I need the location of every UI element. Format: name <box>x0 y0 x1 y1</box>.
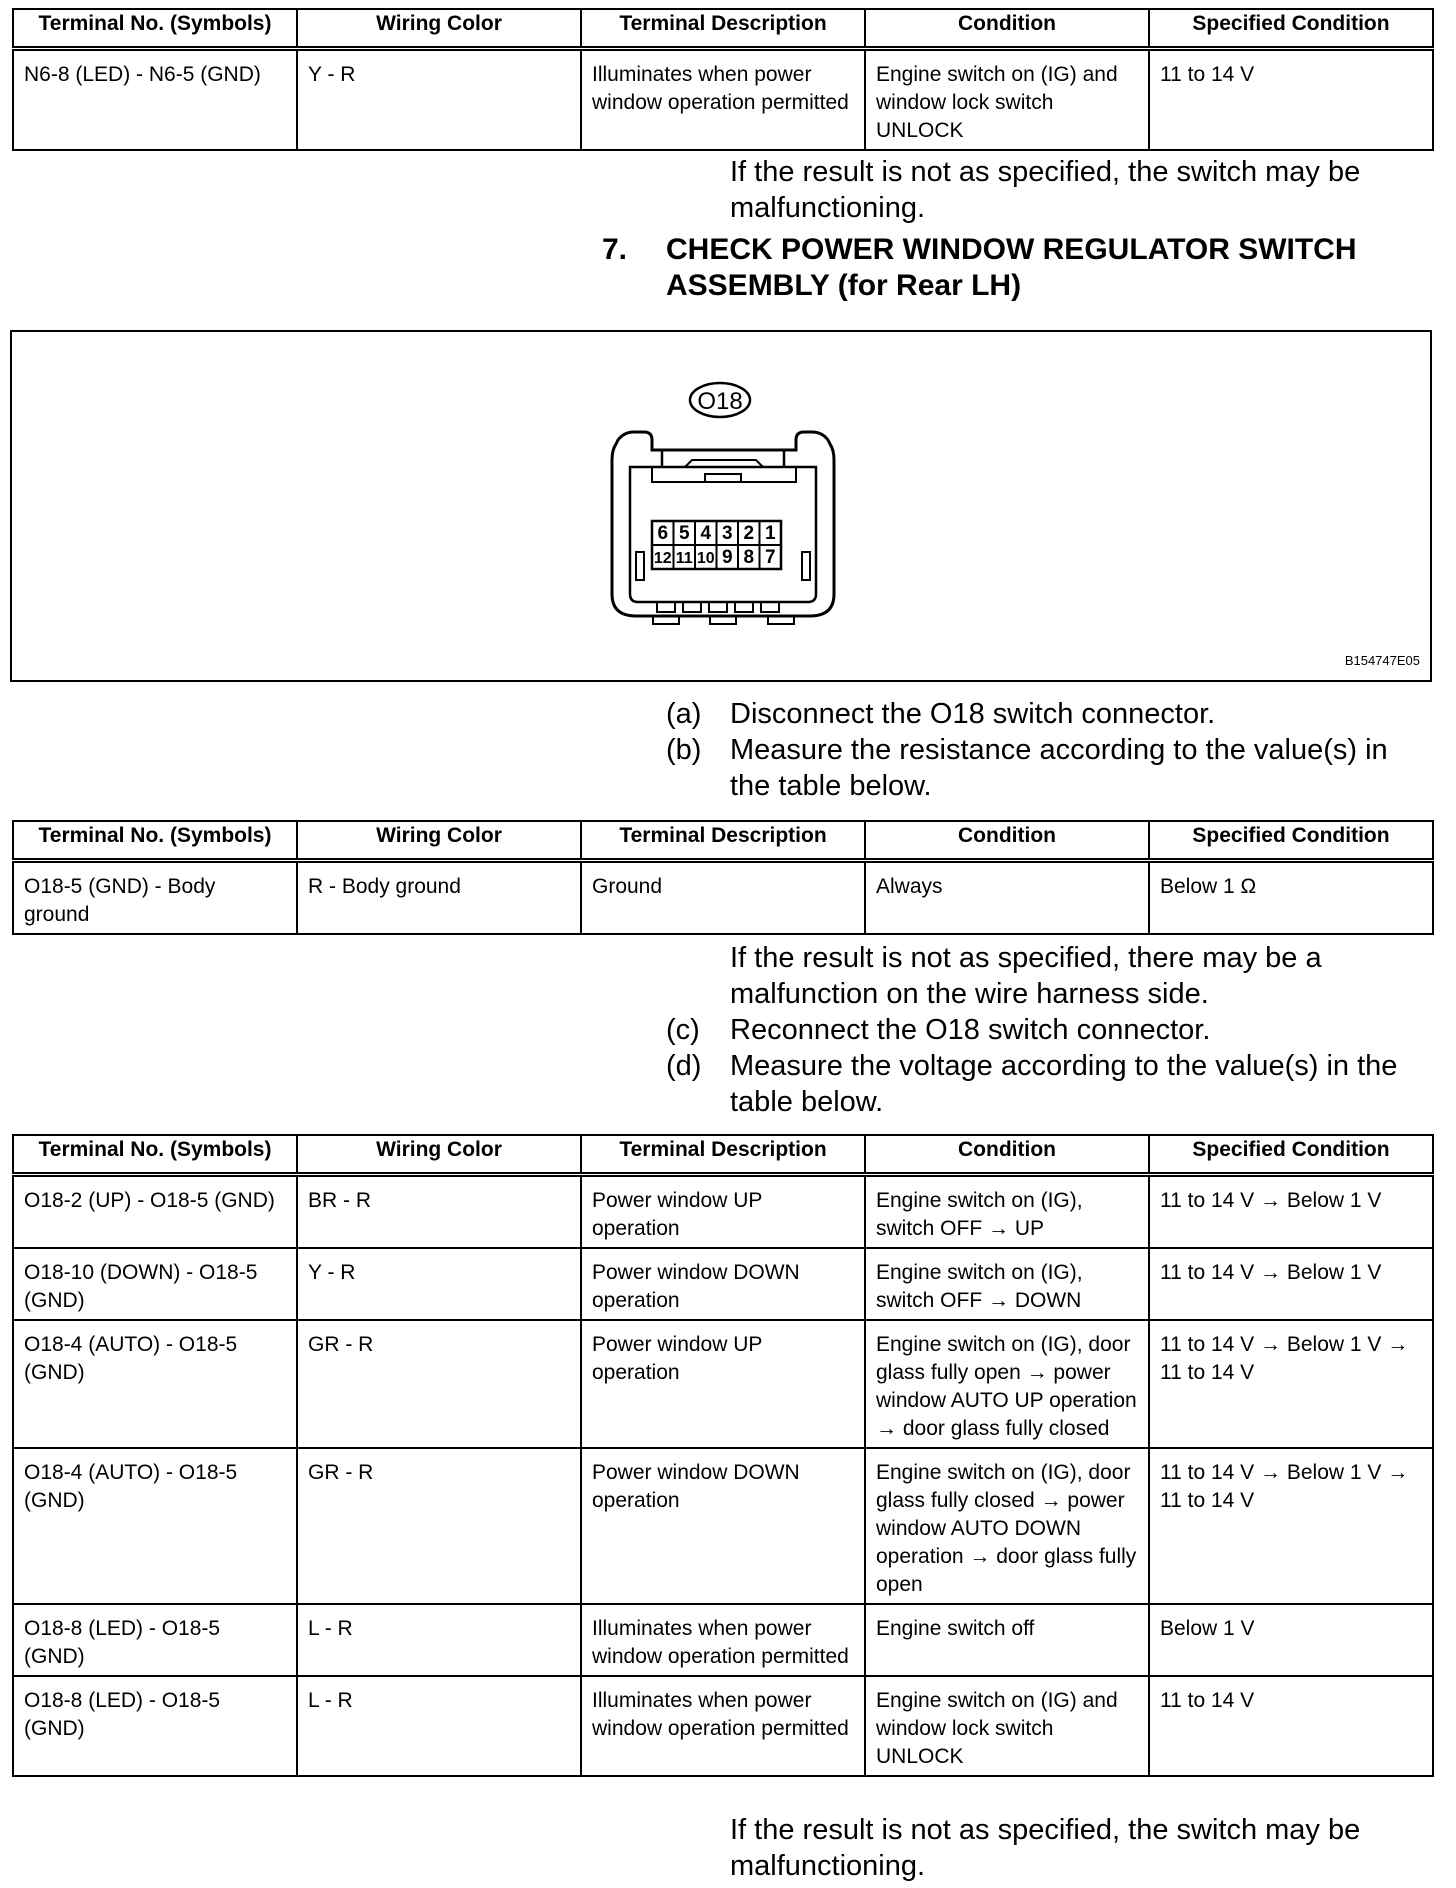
table-cell: L - R <box>297 1676 581 1776</box>
table-cell: O18-8 (LED) - O18-5 (GND) <box>13 1676 297 1776</box>
table-cell: Power window UP operation <box>581 1320 865 1448</box>
table-cell: O18-5 (GND) - Body ground <box>13 861 297 935</box>
table-cell: 11 to 14 V → Below 1 V → 11 to 14 V <box>1149 1448 1433 1604</box>
column-header: Specified Condition <box>1149 1135 1433 1175</box>
table-row <box>13 1175 1433 1249</box>
table-row <box>13 49 1433 151</box>
result-note-2: If the result is not as specified, there may be a malfunction on the wire harness side. <box>730 942 1322 1010</box>
table-header <box>13 821 1433 861</box>
table-cell: Illuminates when power window operation permitted <box>581 1604 865 1676</box>
table-cell: Engine switch off <box>865 1604 1149 1676</box>
table-cell: Illuminates when power window operation permitted <box>581 49 865 151</box>
column-header: Condition <box>865 821 1149 861</box>
pin-number: 6 <box>657 523 669 544</box>
table-cell: GR - R <box>297 1448 581 1604</box>
column-header: Wiring Color <box>297 821 581 861</box>
table-cell: L - R <box>297 1604 581 1676</box>
table-cell: Engine switch on (IG) and window lock switch UNLOCK <box>865 49 1149 151</box>
table-cell: Engine switch on (IG), door glass fully closed → power window AUTO DOWN operation → door glass fully open <box>865 1448 1149 1604</box>
column-header: Terminal No. (Symbols) <box>13 9 297 49</box>
step-text: Measure the resistance according to the value(s) in the table below. <box>730 734 1388 802</box>
step-text: Reconnect the O18 switch connector. <box>730 1014 1211 1046</box>
table-cell: O18-4 (AUTO) - O18-5 (GND) <box>13 1448 297 1604</box>
table-cell: Ground <box>581 861 865 935</box>
table-row <box>13 1604 1433 1676</box>
column-header: Terminal No. (Symbols) <box>13 1135 297 1175</box>
table-cell: GR - R <box>297 1320 581 1448</box>
pin-number: 10 <box>696 550 715 567</box>
table-cell: 11 to 14 V → Below 1 V → 11 to 14 V <box>1149 1320 1433 1448</box>
connector-diagram <box>12 332 1432 682</box>
step-label: (a) <box>666 698 702 730</box>
resistance-table <box>12 820 1434 935</box>
table-cell: Y - R <box>297 1248 581 1320</box>
column-header: Condition <box>865 9 1149 49</box>
column-header: Terminal Description <box>581 1135 865 1175</box>
step-label: (d) <box>666 1050 702 1082</box>
table-cell: Engine switch on (IG), switch OFF → DOWN <box>865 1248 1149 1320</box>
table-row <box>13 1320 1433 1448</box>
table-cell: BR - R <box>297 1175 581 1249</box>
table-cell: 11 to 14 V <box>1149 49 1433 151</box>
table-cell: Below 1 Ω <box>1149 861 1433 935</box>
table-cell: O18-2 (UP) - O18-5 (GND) <box>13 1175 297 1249</box>
table-cell: Power window DOWN operation <box>581 1448 865 1604</box>
figure-code: B154747E05 <box>1344 653 1420 668</box>
pin-number: 12 <box>653 550 672 567</box>
table-header <box>13 1135 1433 1175</box>
column-header: Condition <box>865 1135 1149 1175</box>
pin-number: 2 <box>743 523 755 544</box>
step-label: (b) <box>666 734 702 766</box>
column-header: Terminal Description <box>581 9 865 49</box>
step-text: Measure the voltage according to the value(s) in the table below. <box>730 1050 1398 1118</box>
result-note-3: If the result is not as specified, the switch may be malfunctioning. <box>730 1814 1361 1882</box>
column-header: Terminal No. (Symbols) <box>13 821 297 861</box>
pin-number: 9 <box>721 547 733 568</box>
result-note-1: If the result is not as specified, the switch may be malfunctioning. <box>730 156 1361 224</box>
pin-number: 7 <box>764 547 776 568</box>
step-text: Disconnect the O18 switch connector. <box>730 698 1216 730</box>
table-cell: R - Body ground <box>297 861 581 935</box>
table-cell: 11 to 14 V <box>1149 1676 1433 1776</box>
table-cell: O18-10 (DOWN) - O18-5 (GND) <box>13 1248 297 1320</box>
column-header: Specified Condition <box>1149 821 1433 861</box>
connector-label: O18 <box>697 388 743 415</box>
n6-terminal-table <box>12 8 1434 151</box>
section-number: 7. <box>602 233 628 266</box>
pin-number: 4 <box>700 523 712 544</box>
table-cell: Power window UP operation <box>581 1175 865 1249</box>
table-cell: 11 to 14 V → Below 1 V <box>1149 1175 1433 1249</box>
pin-number: 3 <box>721 523 733 544</box>
pin-grid <box>652 521 781 569</box>
column-header: Wiring Color <box>297 1135 581 1175</box>
pin-number: 1 <box>764 523 776 544</box>
table-cell: Y - R <box>297 49 581 151</box>
section-title: CHECK POWER WINDOW REGULATOR SWITCH ASSEMBLY (for Rear LH) <box>666 233 1357 302</box>
table-cell: O18-8 (LED) - O18-5 (GND) <box>13 1604 297 1676</box>
table-cell: N6-8 (LED) - N6-5 (GND) <box>13 49 297 151</box>
column-header: Terminal Description <box>581 821 865 861</box>
table-cell: Below 1 V <box>1149 1604 1433 1676</box>
pin-number: 8 <box>743 547 755 568</box>
step-label: (c) <box>666 1014 700 1046</box>
table-cell: Power window DOWN operation <box>581 1248 865 1320</box>
table-row <box>13 1448 1433 1604</box>
table-row <box>13 861 1433 935</box>
table-cell: Always <box>865 861 1149 935</box>
pin-number: 11 <box>675 550 693 567</box>
table-cell: Engine switch on (IG) and window lock switch UNLOCK <box>865 1676 1149 1776</box>
column-header: Wiring Color <box>297 9 581 49</box>
table-row <box>13 1248 1433 1320</box>
pin-number: 5 <box>678 523 690 544</box>
table-cell: Illuminates when power window operation permitted <box>581 1676 865 1776</box>
voltage-table <box>12 1134 1434 1777</box>
table-cell: Engine switch on (IG), door glass fully open → power window AUTO UP operation → door glass fully closed <box>865 1320 1149 1448</box>
column-header: Specified Condition <box>1149 9 1433 49</box>
connector-figure <box>10 330 1432 682</box>
table-cell: O18-4 (AUTO) - O18-5 (GND) <box>13 1320 297 1448</box>
table-cell: 11 to 14 V → Below 1 V <box>1149 1248 1433 1320</box>
table-cell: Engine switch on (IG), switch OFF → UP <box>865 1175 1149 1249</box>
table-row <box>13 1676 1433 1776</box>
table-header <box>13 9 1433 49</box>
